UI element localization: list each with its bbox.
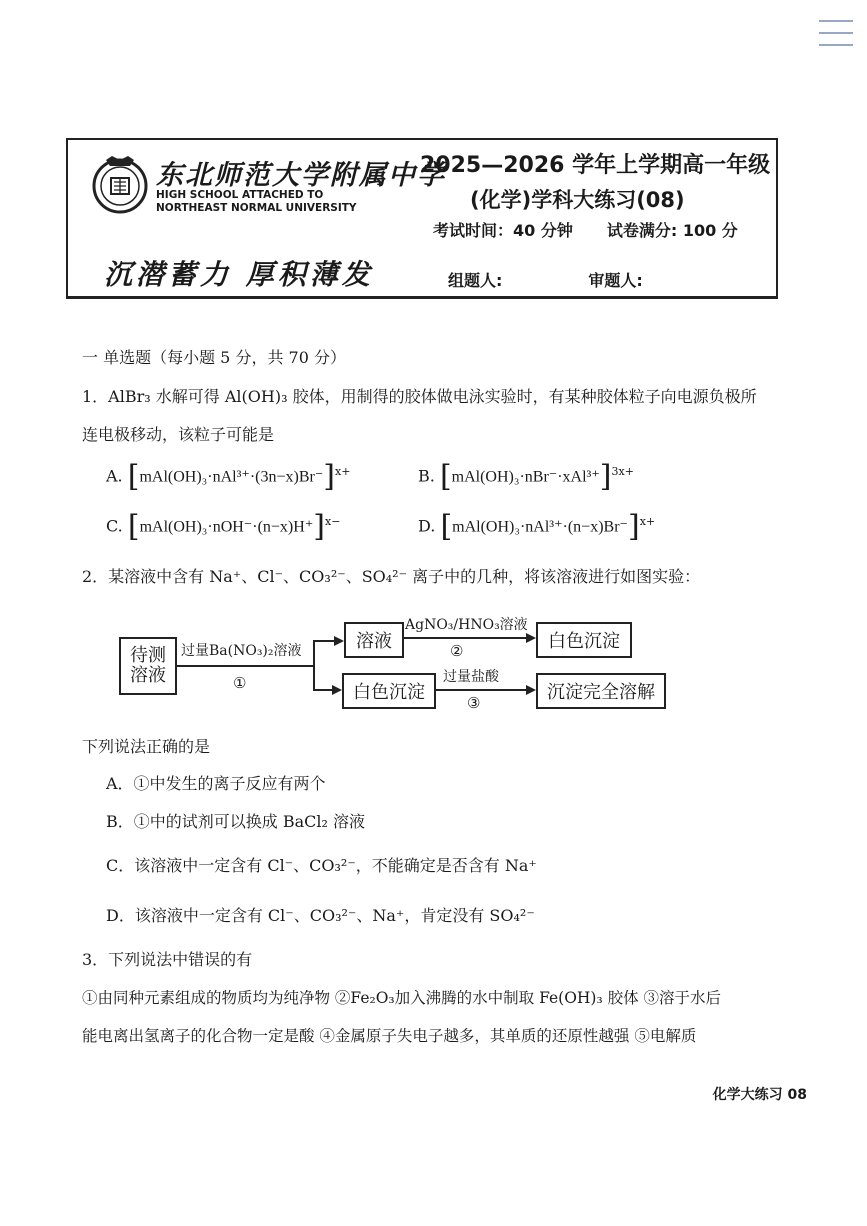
flow-step3-reagent: 过量盐酸 — [443, 669, 499, 685]
flow-box-white-ppt-1: 白色沉淀 — [536, 622, 632, 658]
flow-box-solution: 溶液 — [344, 622, 404, 658]
q1-option-a[interactable]: A. $[mAl(OH)_3\cdot nAl^{3+}\cdot(3n-x)Br^-]^{x+}$ — [106, 459, 351, 494]
flow-box-white-ppt-2: 白色沉淀 — [342, 673, 436, 709]
reviewer-label: 审题人: — [588, 271, 643, 290]
flow-step1-num: ① — [233, 674, 247, 692]
exam-makers — [448, 268, 643, 291]
exam-title-line1: 2025—2026 学年上学期高一年级 — [420, 153, 771, 178]
flow-step2-reagent: AgNO₃/HNO₃溶液 — [405, 617, 528, 633]
q2-stem: 2．某溶液中含有 Na⁺、Cl⁻、CO₃²⁻、SO₄²⁻ 离子中的几种，将该溶液进行如图实验： — [82, 567, 701, 586]
exam-title-line2: (化学)学科大练习(08) — [470, 188, 685, 212]
q2-option-d[interactable]: D．该溶液中一定含有 Cl⁻、CO₃²⁻、Na⁺，肯定没有 SO₄²⁻ — [106, 906, 535, 925]
header-divider — [66, 296, 778, 299]
section-title: 一 单选题（每小题 5 分，共 70 分） — [82, 348, 346, 367]
q2-option-a[interactable]: A．①中发生的离子反应有两个 — [106, 774, 326, 793]
q2-option-b[interactable]: B．①中的试剂可以换成 BaCl₂ 溶液 — [106, 812, 366, 831]
menu-icon[interactable] — [819, 20, 853, 50]
page-footer: 化学大练习 08 — [712, 1087, 807, 1103]
school-logo-icon — [90, 152, 150, 216]
full-score: 试卷满分: 100 分 — [606, 221, 738, 240]
q1-option-c[interactable]: C. $[mAl(OH)_3\cdot nOH^-\cdot(n-x)H^+]^{x-}$ — [106, 509, 341, 544]
flow-step3-num: ③ — [467, 694, 481, 712]
q2-prompt: 下列说法正确的是 — [82, 737, 211, 756]
flow-step2-num: ② — [450, 642, 464, 660]
flow-box-dissolved: 沉淀完全溶解 — [536, 673, 666, 709]
exam-time: 考试时间：40 分钟 — [433, 221, 573, 240]
q1-stem-line1: 1．AlBr₃ 水解可得 Al(OH)₃ 胶体，用制得的胶体做电泳实验时，有某种胶体粒子向电源负极所 — [82, 387, 757, 406]
q3-stem: 3．下列说法中错误的有 — [82, 950, 253, 969]
q2-option-c[interactable]: C．该溶液中一定含有 Cl⁻、CO₃²⁻，不能确定是否含有 Na⁺ — [106, 856, 537, 875]
q3-line1: ①由同种元素组成的物质均为纯净物 ②Fe₂O₃加入沸腾的水中制取 Fe(OH)₃ 胶体 ③溶于水后 — [82, 989, 722, 1007]
q3-line2: 能电离出氢离子的化合物一定是酸 ④金属原子失电子越多，其单质的还原性越强 ⑤电解质 — [82, 1027, 697, 1045]
q1-option-b[interactable]: B. $[mAl(OH)_3\cdot nBr^-\cdot xAl^{3+}]^{3x+}$ — [418, 459, 634, 494]
q1-option-d[interactable]: D. $[mAl(OH)_3\cdot nAl^{3+}\cdot(n-x)Br^-]^{x+}$ — [418, 509, 656, 544]
flow-step1-reagent: 过量Ba(NO₃)₂溶液 — [181, 643, 302, 659]
exam-info — [433, 218, 738, 241]
q1-stem-line2: 连电极移动，该粒子可能是 — [82, 425, 275, 444]
motto: 沉潜蓄力 厚积薄发 — [104, 258, 374, 291]
school-name-en: HIGH SCHOOL ATTACHED TO NORTHEAST NORMAL UNIVERSITY — [156, 189, 357, 214]
setter-label: 组题人: — [448, 271, 503, 290]
flow-box-sample: 待测溶液 — [119, 637, 177, 695]
school-name-cn: 东北师范大学附属中学 — [156, 160, 446, 191]
